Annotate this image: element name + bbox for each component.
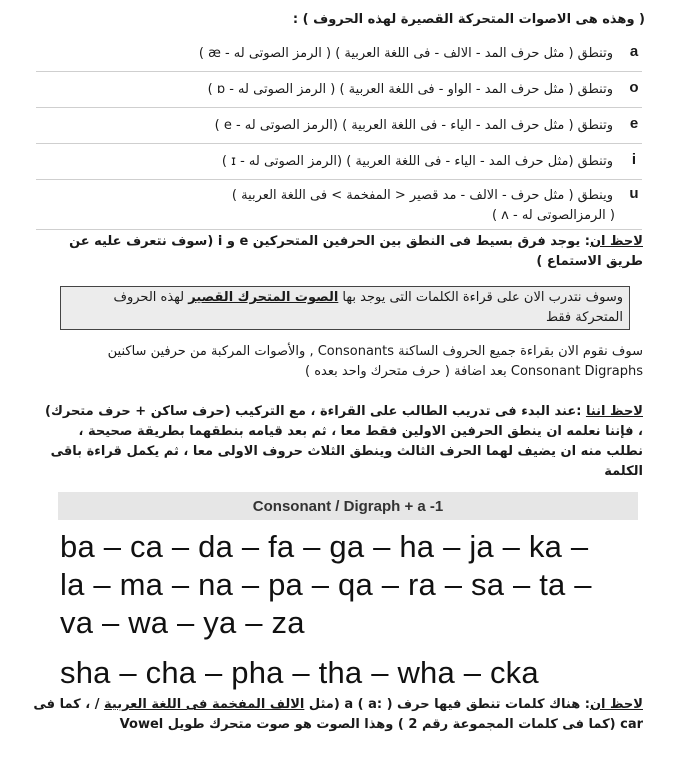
vowel-row-e <box>15 112 645 140</box>
note-text-end: / ، كما فى car (كما فى كلمات المجموعة رقم 2 ) وهذا الصوت هو صوت متحرك طويل Vowel <box>33 697 643 732</box>
vowel-description: وتنطق ( مثل حرف المد - الياء - فى اللغة العربية ) (الرمز الصوتى له - e ) <box>214 118 613 133</box>
vowel-description: وينطق ( مثل حرف - الالف - مد قصير < المفخمة > فى اللغة العربية ) <box>231 188 613 203</box>
section-heading: ( وهذه هى الاصوات المتحركة القصيرة لهذه الحروف ) : <box>292 12 645 27</box>
vowel-letter: e <box>629 115 639 132</box>
practice-text-end: لهذه الحروف المتحركة فقط <box>113 290 623 325</box>
note-first <box>43 232 643 272</box>
vowel-description: وتنطق ( مثل حرف المد - الواو - فى اللغة العربية ) ( الرمز الصوتى له - ɒ ) <box>207 82 613 97</box>
note-text: : يوجد فرق بسيط فى النطق بين الحرفين المتحركين e و i (سوف نتعرف عليه عن طريق الاستماع ) <box>69 234 643 269</box>
vowel-letter: a <box>629 43 639 60</box>
vowel-letter: o <box>629 79 639 96</box>
syllable-line: sha – cha – pha – tha – wha – cka <box>60 655 539 690</box>
vowel-description: وتنطق ( مثل حرف المد - الالف - فى اللغة العربية ) ( الرمز الصوتى له - æ ) <box>198 46 613 61</box>
note-highlight: الالف المفخمة فى اللغة العربية <box>104 697 305 712</box>
divider <box>36 107 642 108</box>
consonants-paragraph: سوف نقوم الان بقراءة جميع الحروف الساكنة Consonants , والأصوات المركبة من حرفين ساكنين Consonant Digraphs بعد اضافة ( حرف متحرك واحد بعده ) <box>107 344 643 379</box>
syllable-line: ba – ca – da – fa – ga – ha – ja – ka – <box>60 529 589 564</box>
note-third <box>23 695 643 735</box>
vowel-letter: u <box>629 185 639 202</box>
note-text: : هناك كلمات تنطق فيها حرف a ( a: ) (مثل <box>304 697 590 712</box>
syllable-line: va – wa – ya – za <box>60 605 305 640</box>
divider <box>36 229 642 230</box>
practice-text: وسوف نتدرب الان على قراءة الكلمات التى يوجد بها <box>338 290 623 305</box>
note-label: لاحظ ان <box>589 234 643 249</box>
vowel-row-a <box>15 40 645 68</box>
divider <box>36 143 642 144</box>
note-label: لاحظ اننا <box>585 404 643 419</box>
u-phonetic-symbol: ( الرمزالصوتى له - ʌ ) <box>491 208 615 223</box>
divider <box>36 71 642 72</box>
note-text: :عند البدء فى تدريب الطالب على القراءة ، مع التركيب (حرف ساكن + حرف متحرك) ، فإننا نعلمه ان ينطق الحرفين الاولين فقط معا ، ثم بعد قيامه بنطقهما بطريقة صحيحة ، نطلب منه ان يضيف لهما الحرف الثالث وينطق الثلاث حروف الاولى معا ، ثم يكمل قراءة باقى الكلمة <box>45 404 643 479</box>
note-second <box>43 402 643 482</box>
digraph-title-band: Consonant / Digraph + a -1 <box>58 492 638 520</box>
practice-box <box>60 286 630 330</box>
divider <box>36 179 642 180</box>
vowel-letter: i <box>631 151 637 168</box>
syllable-list <box>60 528 650 692</box>
note-label: لاحظ ان <box>589 697 643 712</box>
vowel-row-o <box>15 76 645 104</box>
practice-highlight: الصوت المتحرك القصير <box>188 290 339 305</box>
vowel-row-i <box>15 148 645 176</box>
vowel-description: وتنطق (مثل حرف المد - الياء - فى اللغة العربية ) (الرمز الصوتى له - ɪ ) <box>221 154 613 169</box>
syllable-line: la – ma – na – pa – qa – ra – sa – ta – <box>60 567 592 602</box>
